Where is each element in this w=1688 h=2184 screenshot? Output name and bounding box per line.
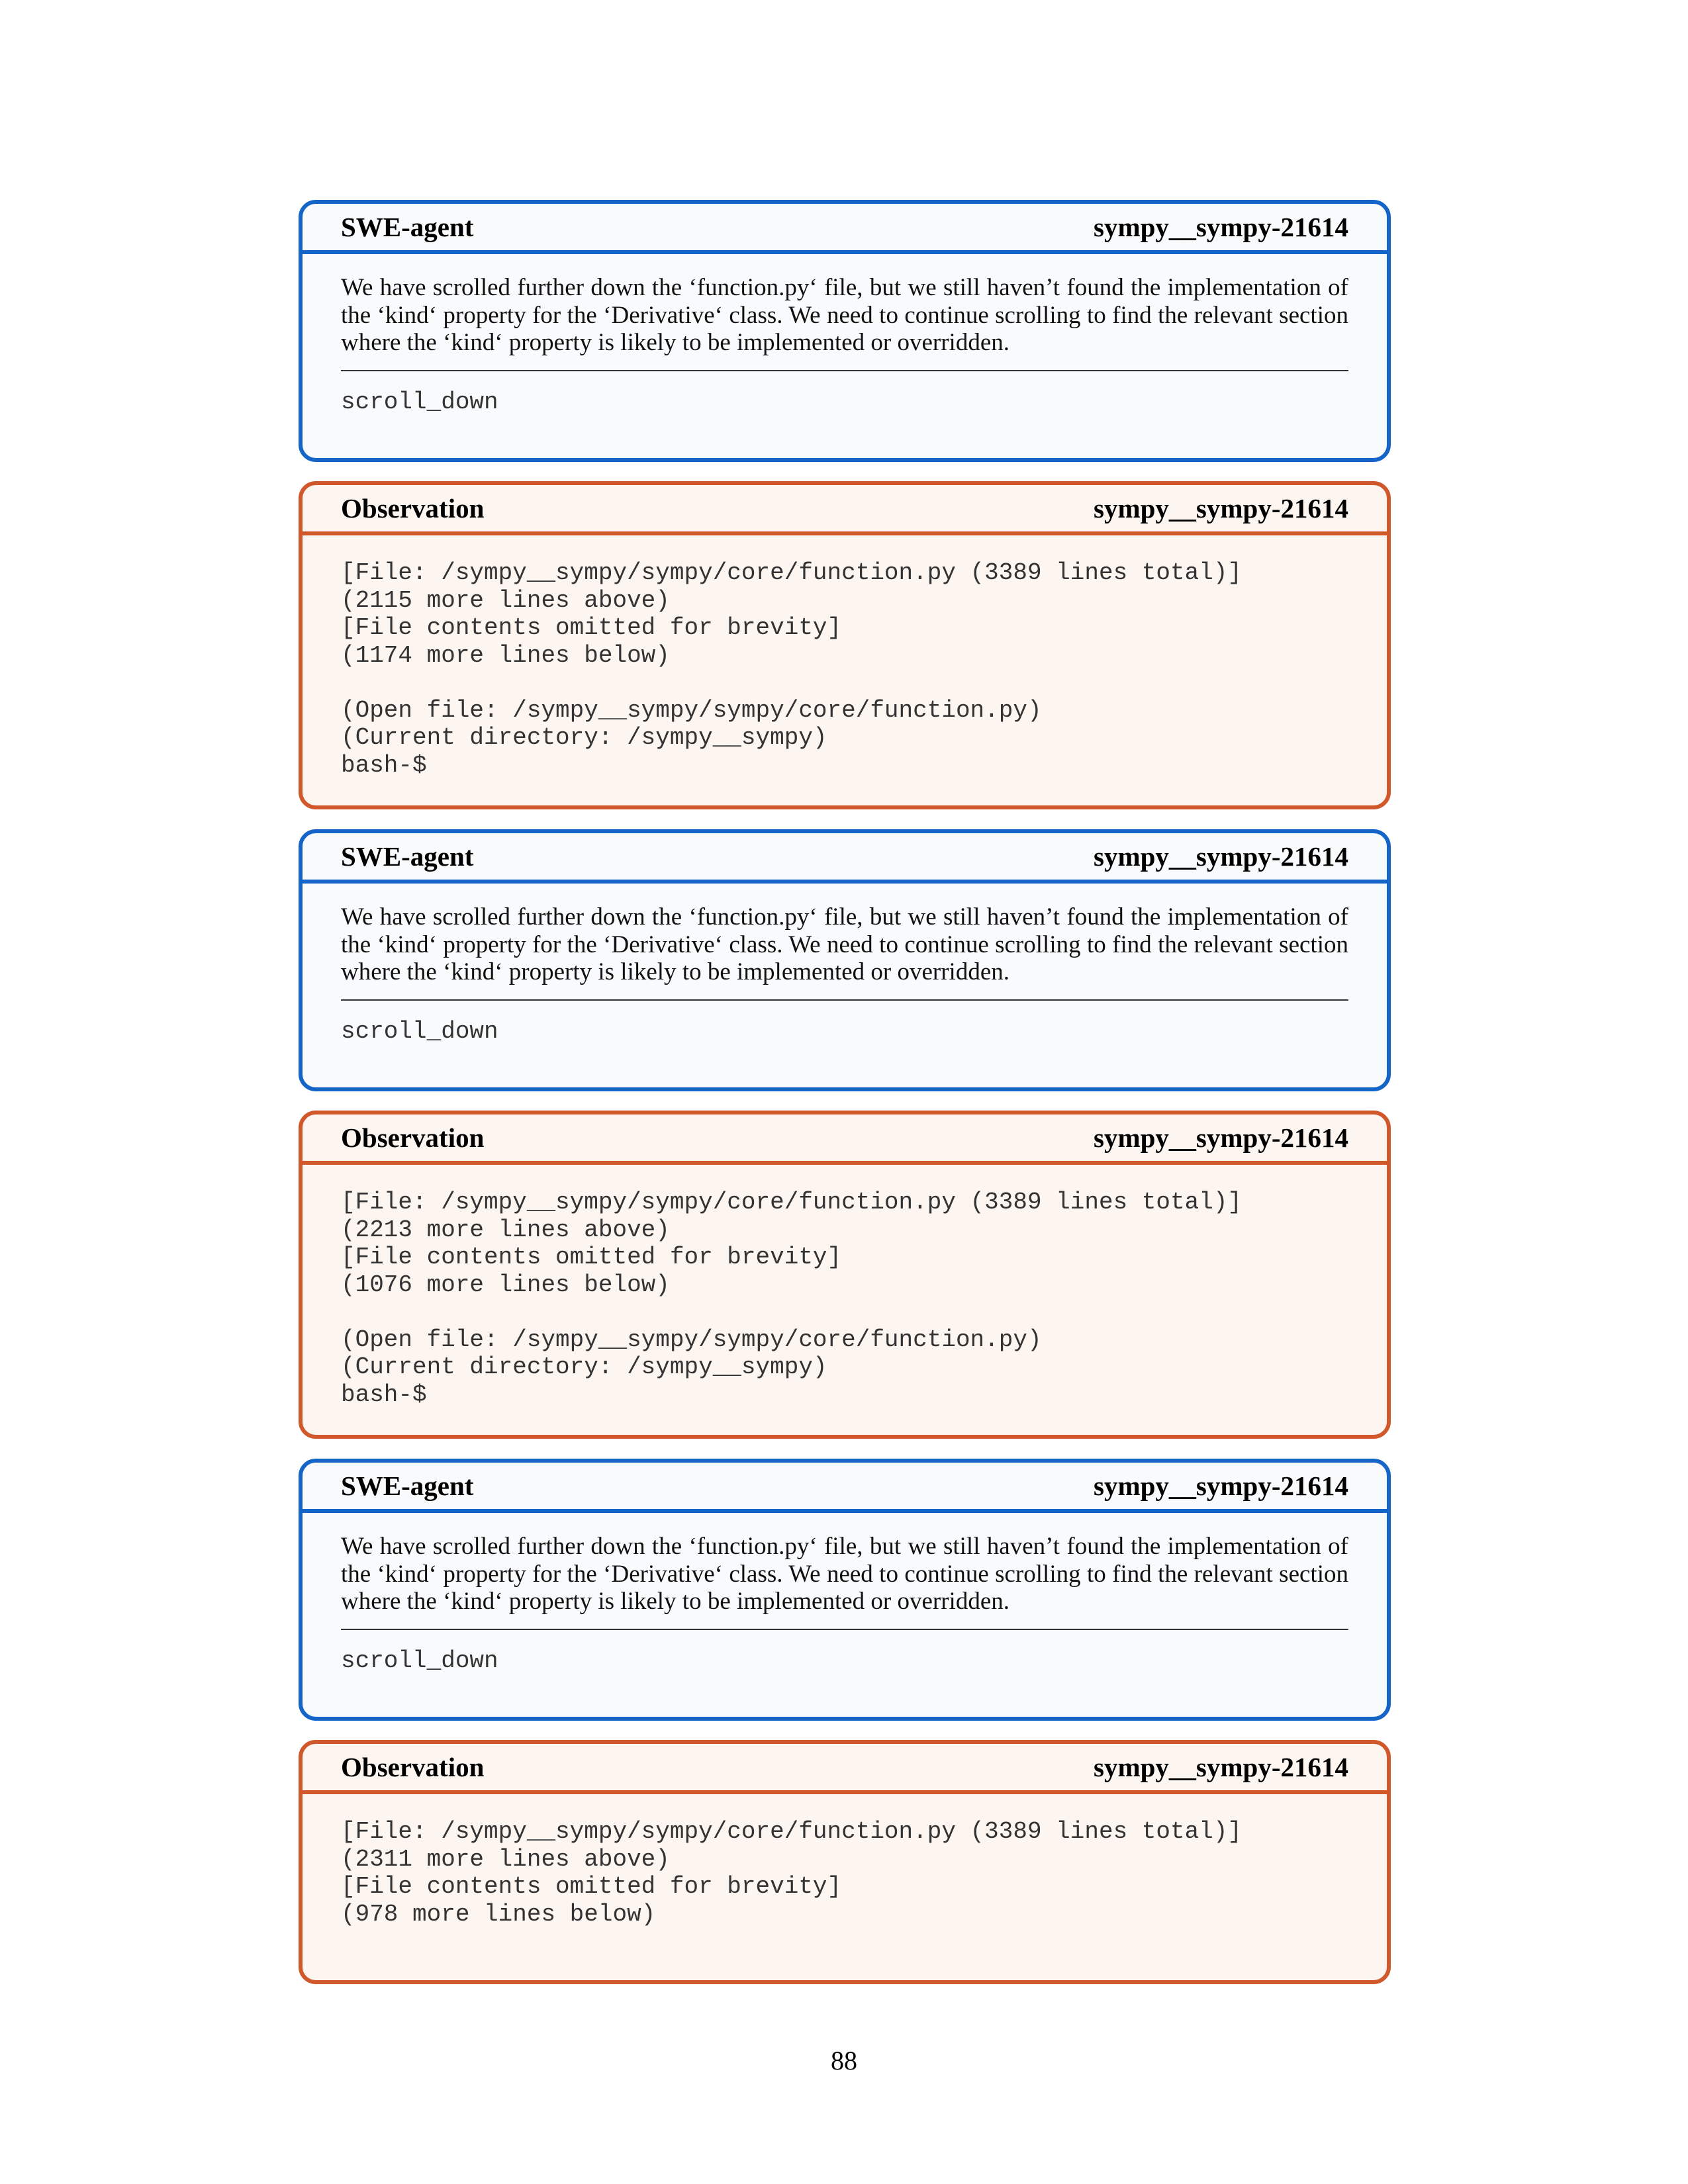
agent-box-title: SWE-agent	[341, 841, 474, 872]
agent-box-body	[303, 254, 1387, 416]
observation-box-title: Observation	[341, 1752, 485, 1782]
agent-action: scroll_down	[341, 1017, 498, 1045]
observation-box-header	[303, 1744, 1387, 1794]
agent-box-body	[303, 884, 1387, 1045]
instance-id: sympy__sympy-21614	[1094, 841, 1348, 872]
agent-box	[299, 1459, 1391, 1721]
agent-box-header	[303, 1463, 1387, 1513]
agent-thought: We have scrolled further down the ‘function.py‘ file, but we still haven’t found the implementation of the ‘kind‘ property for the ‘Derivative‘ class. We need to continue scrolling to find the relevant section where the ‘kind‘ property is likely to be implemented or overridden.	[341, 903, 1348, 985]
instance-id: sympy__sympy-21614	[1094, 1122, 1348, 1153]
observation-box-title: Observation	[341, 493, 485, 523]
observation-output: [File: /sympy__sympy/sympy/core/function.py (3389 lines total)] (2311 more lines above) [File contents omitted for brevity] (978 more lines below)	[341, 1818, 1243, 1928]
agent-box-header	[303, 204, 1387, 254]
agent-box-header	[303, 833, 1387, 884]
agent-box-body	[303, 1513, 1387, 1674]
separator	[341, 1629, 1348, 1630]
observation-box	[299, 481, 1391, 809]
agent-action: scroll_down	[341, 388, 498, 416]
instance-id: sympy__sympy-21614	[1094, 1752, 1348, 1782]
observation-box-body	[303, 1794, 1387, 1928]
instance-id: sympy__sympy-21614	[1094, 1471, 1348, 1501]
observation-box	[299, 1740, 1391, 1984]
instance-id: sympy__sympy-21614	[1094, 493, 1348, 523]
separator	[341, 999, 1348, 1001]
instance-id: sympy__sympy-21614	[1094, 212, 1348, 242]
agent-box	[299, 829, 1391, 1091]
page-number: 88	[831, 2046, 857, 2075]
observation-box	[299, 1111, 1391, 1439]
observation-box-header	[303, 1115, 1387, 1165]
observation-output: [File: /sympy__sympy/sympy/core/function.py (3389 lines total)] (2115 more lines above) [File contents omitted for brevity] (1174 more lines below) (Open file: /sympy__sympy/sympy/core/function.py) (Current directory: /sympy__sympy) bash-$	[341, 559, 1243, 779]
agent-thought: We have scrolled further down the ‘function.py‘ file, but we still haven’t found the implementation of the ‘kind‘ property for the ‘Derivative‘ class. We need to continue scrolling to find the relevant section where the ‘kind‘ property is likely to be implemented or overridden.	[341, 274, 1348, 356]
observation-box-header	[303, 485, 1387, 535]
observation-output: [File: /sympy__sympy/sympy/core/function.py (3389 lines total)] (2213 more lines above) [File contents omitted for brevity] (1076 more lines below) (Open file: /sympy__sympy/sympy/core/function.py) (Current directory: /sympy__sympy) bash-$	[341, 1189, 1243, 1408]
observation-box-body	[303, 1165, 1387, 1408]
agent-box-title: SWE-agent	[341, 1471, 474, 1501]
agent-thought: We have scrolled further down the ‘function.py‘ file, but we still haven’t found the implementation of the ‘kind‘ property for the ‘Derivative‘ class. We need to continue scrolling to find the relevant section where the ‘kind‘ property is likely to be implemented or overridden.	[341, 1533, 1348, 1615]
observation-box-title: Observation	[341, 1122, 485, 1153]
agent-action: scroll_down	[341, 1647, 498, 1674]
observation-box-body	[303, 535, 1387, 779]
agent-box-title: SWE-agent	[341, 212, 474, 242]
separator	[341, 370, 1348, 371]
agent-box	[299, 200, 1391, 462]
